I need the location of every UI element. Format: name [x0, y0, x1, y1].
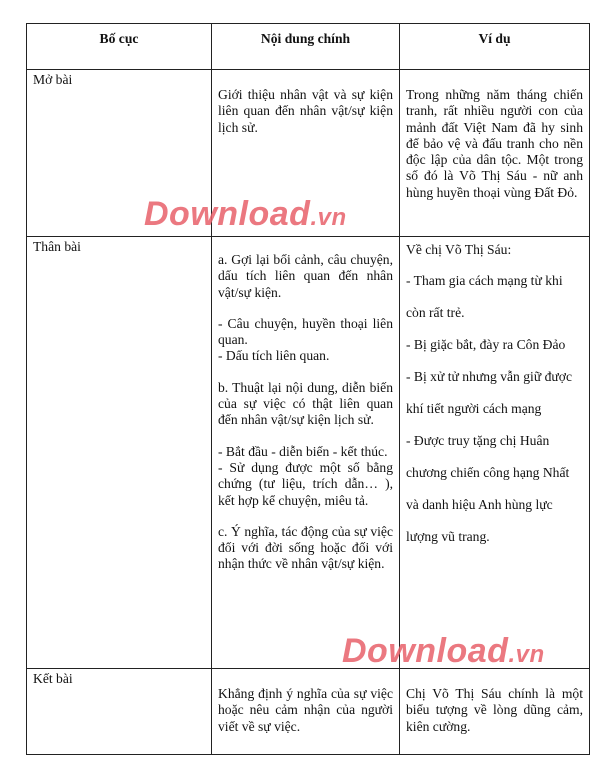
- example-paragraph: Về chị Võ Thị Sáu:: [406, 242, 512, 257]
- example-paragraph: - Được truy tặng chị Huân chương chiến công hạng Nhất và danh hiệu Anh hùng lực lượng vũ trang.: [406, 433, 570, 544]
- content-paragraph: b. Thuật lại nội dung, diễn biến của sự việc có thật liên quan đến nhân vật/sự kiện lịch sử.: [218, 379, 393, 428]
- watermark-tld-text: .vn: [508, 641, 545, 668]
- example-paragraph: - Bị xử tử nhưng vẫn giữ được khí tiết người cách mạng: [406, 369, 572, 416]
- document-page: [26, 23, 589, 755]
- header-noi-dung-chinh: Nội dung chính: [212, 24, 400, 70]
- watermark-tld-text: .vn: [310, 204, 347, 231]
- example-paragraph: - Tham gia cách mạng từ khi còn rất trẻ.: [406, 273, 563, 320]
- section-cell: Kết bài: [27, 669, 212, 755]
- content-paragraph: Khẳng định ý nghĩa của sự việc hoặc nêu cảm nhận của người viết về sự việc.: [218, 686, 393, 734]
- header-bo-cuc: Bố cục: [27, 24, 212, 70]
- example-paragraph: Trong những năm tháng chiến tranh, rất nhiều người con của mảnh đất Việt Nam đã hy sinh để bảo vệ và đấu tranh cho nền độc lập của dân tộc. Một trong số đó là Võ Thị Sáu - nữ anh hùng huyền thoại vùng Đất Đỏ.: [406, 87, 583, 200]
- example-cell: [400, 669, 590, 755]
- example-paragraph: - Bị giặc bắt, đày ra Côn Đảo: [406, 337, 566, 352]
- watermark-main-text: Download: [342, 632, 509, 670]
- section-cell: Thân bài: [27, 237, 212, 669]
- content-cell: [212, 237, 400, 669]
- content-paragraph: c. Ý nghĩa, tác động của sự việc đối với đời sống hoặc đối với nhận thức về nhân vật/sự kiện.: [218, 523, 393, 572]
- table-row-ket-bai: [27, 669, 590, 755]
- header-vi-du: Ví dụ: [400, 24, 590, 70]
- watermark-main-text: Download: [144, 195, 311, 233]
- example-cell: [400, 237, 590, 669]
- section-cell: Mở bài: [27, 70, 212, 237]
- example-cell: [400, 70, 590, 237]
- content-cell: [212, 70, 400, 237]
- content-paragraph: a. Gợi lại bối cảnh, câu chuyện, dấu tích liên quan đến nhân vật/sự kiện.: [218, 252, 393, 300]
- structure-table: [26, 23, 590, 755]
- table-row-mo-bai: [27, 70, 590, 237]
- content-paragraph: - Bắt đầu - diễn biến - kết thúc.: [218, 443, 388, 459]
- content-paragraph: - Câu chuyện, huyền thoại liên quan.: [218, 315, 393, 348]
- example-paragraph: Chị Võ Thị Sáu chính là một biểu tượng về lòng dũng cảm, kiên cường.: [406, 686, 583, 734]
- content-paragraph: - Dấu tích liên quan.: [218, 348, 330, 364]
- table-row-than-bai: [27, 237, 590, 669]
- content-cell: [212, 669, 400, 755]
- table-header-row: [27, 24, 590, 70]
- content-paragraph: - Sử dụng được một số bằng chứng (tư liệu, trích dẫn… ), kết hợp kể chuyện, miêu tả.: [218, 459, 393, 508]
- content-paragraph: Giới thiệu nhân vật và sự kiện liên quan đến nhân vật/sự kiện lịch sử.: [218, 87, 393, 135]
